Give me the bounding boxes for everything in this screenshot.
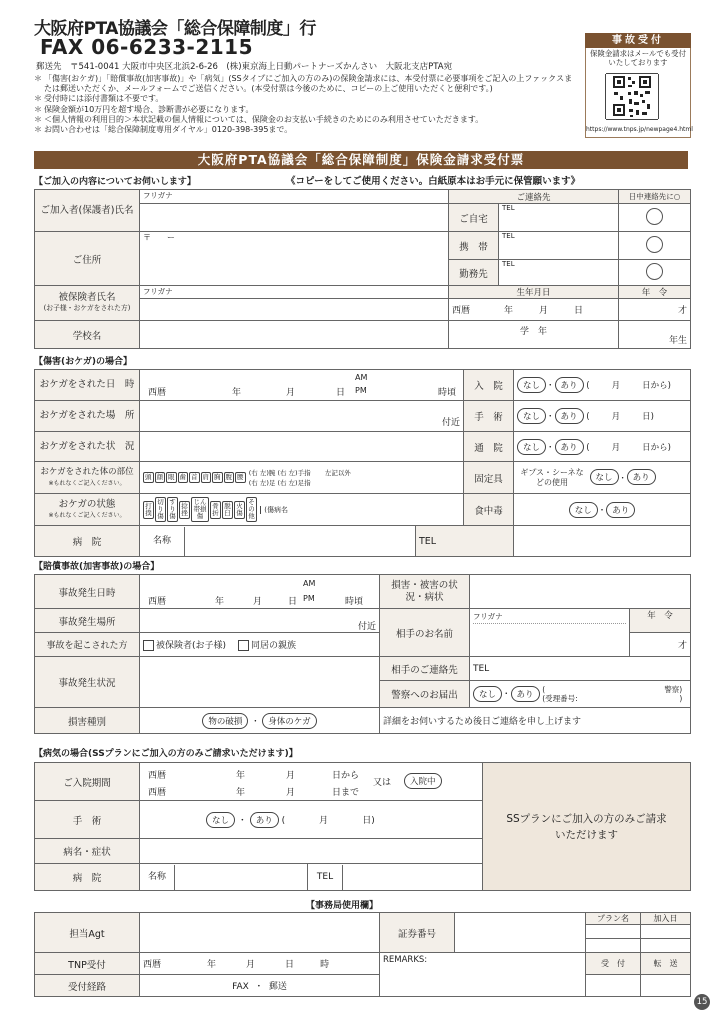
tnp-field[interactable]: 西暦 年 月 日 時 bbox=[140, 953, 380, 975]
received-field[interactable] bbox=[586, 975, 641, 997]
address-field[interactable] bbox=[140, 232, 449, 286]
fixture-label: 固定具 bbox=[464, 462, 514, 494]
police-label: 警察へのお届出 bbox=[380, 681, 470, 708]
illness-hospital-name-field[interactable]: 名称 bbox=[140, 864, 308, 891]
damage-type-field[interactable]: 物の破損 ・ 身体のケガ bbox=[140, 708, 380, 734]
address-label: ご住所 bbox=[35, 232, 140, 286]
circle-mark-icon bbox=[646, 208, 663, 225]
bodily-option[interactable]: 身体のケガ bbox=[262, 713, 316, 729]
member-furigana-field[interactable] bbox=[140, 190, 449, 204]
none-option[interactable]: なし bbox=[473, 686, 502, 702]
property-option[interactable]: 物の破損 bbox=[202, 713, 248, 729]
food-poisoning-field[interactable]: なし ・ あり bbox=[514, 494, 691, 526]
note-item: ＊ お問い合わせは「総合保障制度専用ダイヤル」0120-398-395まで。 bbox=[34, 125, 293, 135]
office-table bbox=[34, 912, 691, 997]
age-header: 年 令 bbox=[619, 286, 691, 299]
postal-label: 〒 ー bbox=[143, 233, 175, 242]
damage-label: 損害・被害の状況・病状 bbox=[380, 575, 470, 609]
damage-type-label: 損害種別 bbox=[35, 708, 140, 734]
section-heading-liability: 【賠償事故(加害事故)の場合】 bbox=[34, 562, 160, 572]
condition-option[interactable]: 火傷 bbox=[234, 501, 245, 519]
disease-label: 病名・症状 bbox=[35, 839, 140, 864]
injury-status-label: おケガをされた状 況 bbox=[35, 432, 140, 462]
section-heading-office: 【事務局使用欄】 bbox=[306, 901, 379, 911]
accident-datetime-label: 事故発生日時 bbox=[35, 575, 140, 609]
part-option[interactable]: 眼 bbox=[168, 473, 175, 481]
grade-label: 学 年 bbox=[449, 321, 619, 349]
yes-option[interactable]: あり bbox=[627, 469, 656, 485]
none-option[interactable]: なし bbox=[517, 439, 546, 455]
school-label: 学校名 bbox=[35, 321, 140, 349]
body-part-label: おケガをされた体の部位 ※もれなくご記入ください。 bbox=[35, 462, 140, 494]
note-item: ＊ 保険金額が10万円を超す場合、診断書が必要になります。 bbox=[34, 104, 254, 114]
none-option[interactable]: なし bbox=[517, 408, 546, 424]
page-number: 15 bbox=[694, 994, 710, 1010]
plan-field-2[interactable] bbox=[586, 939, 641, 953]
condition-option[interactable]: 打撲 bbox=[143, 501, 154, 519]
tel-label: TEL bbox=[502, 232, 515, 240]
admission-field[interactable]: なし ・ あり ( 月 日から) bbox=[514, 370, 691, 401]
partner-contact-field[interactable]: TEL bbox=[470, 657, 691, 681]
qr-heading: 事故受付 bbox=[585, 33, 691, 48]
yes-option[interactable]: あり bbox=[511, 686, 540, 702]
illness-hospital-tel-field[interactable]: TEL bbox=[308, 864, 483, 891]
copy-note: 《コピーをしてご使用ください。白紙原本はお手元に保管願います》 bbox=[286, 176, 581, 187]
hospital-tel-label: TEL bbox=[416, 526, 514, 557]
injury-datetime-field[interactable]: 西暦 年 月 日 AM PM 時頃 bbox=[140, 370, 464, 401]
injury-datetime-label: おケガをされた日 時 bbox=[35, 370, 140, 401]
food-poisoning-label: 食中毒 bbox=[464, 494, 514, 526]
situation-label: 事故発生状況 bbox=[35, 657, 140, 708]
hospital-tel-field[interactable] bbox=[514, 526, 691, 557]
admission-label: 入 院 bbox=[464, 370, 514, 401]
who-field[interactable]: 被保険者(お子様) 同居の親族 bbox=[140, 633, 380, 657]
birthdate-field[interactable]: 西暦 年 月 日 bbox=[449, 299, 619, 321]
liability-table bbox=[34, 574, 691, 734]
condition-option[interactable]: その他 bbox=[246, 497, 257, 522]
circle-mark-icon bbox=[646, 263, 663, 280]
route-field[interactable]: FAX ・ 郵送 bbox=[140, 975, 380, 997]
mailing-address: 郵送先 〒541-0041 大阪市中央区北浜2-6-26 (株)東京海上日動パートナーズかんさい 大阪北支店PTA宛 bbox=[36, 62, 453, 72]
join-date-header: 加入日 bbox=[641, 913, 691, 925]
condition-label: おケガの状態 ※もれなくご記入ください。 bbox=[35, 494, 140, 526]
part-option[interactable]: 腰 bbox=[237, 473, 244, 481]
condition-option[interactable]: 脱臼 bbox=[222, 501, 233, 519]
condition-option[interactable]: 捻挫 bbox=[179, 501, 190, 519]
damage-field[interactable] bbox=[470, 575, 691, 609]
limbs-lower[interactable]: (右 左)足 (右 左)足指 bbox=[248, 478, 311, 487]
condition-option[interactable]: すり傷 bbox=[167, 497, 178, 522]
part-option[interactable]: 腹 bbox=[225, 473, 232, 481]
none-option[interactable]: なし bbox=[569, 502, 598, 518]
yes-option[interactable]: あり bbox=[555, 439, 584, 455]
tel-label: TEL bbox=[502, 204, 515, 212]
daytime-header: 日中連絡先に○ bbox=[619, 190, 691, 204]
forward-header: 転 送 bbox=[641, 953, 691, 975]
police-field[interactable]: なし ・ あり ( 警察) (受理番号: ) bbox=[470, 681, 691, 708]
illness-hospital-label: 病 院 bbox=[35, 864, 140, 891]
qr-code-icon[interactable] bbox=[604, 72, 660, 122]
part-option[interactable]: 胸 bbox=[214, 473, 221, 481]
member-name-field[interactable] bbox=[140, 204, 449, 232]
injury-table bbox=[34, 369, 691, 557]
plan-header: プラン名 bbox=[586, 913, 641, 925]
contact-header: ご連絡先 bbox=[449, 190, 619, 204]
accident-place-field[interactable]: 付近 bbox=[140, 609, 380, 633]
other-part[interactable]: 左記以外 bbox=[324, 468, 351, 477]
received-header: 受 付 bbox=[586, 953, 641, 975]
work-daytime-check[interactable] bbox=[619, 260, 691, 286]
yes-option[interactable]: あり bbox=[606, 502, 635, 518]
illness-surgery-label: 手 術 bbox=[35, 801, 140, 839]
work-tel-field[interactable] bbox=[499, 260, 619, 286]
home-label: ご自宅 bbox=[449, 204, 499, 232]
fixture-field[interactable]: ギプス・シーネなどの使用 なし ・ あり bbox=[514, 462, 691, 494]
yes-option[interactable]: あり bbox=[555, 408, 584, 424]
section-heading-injury: 【傷害(おケガ)の場合】 bbox=[34, 357, 133, 367]
hospital-name-field[interactable]: 名称 bbox=[140, 526, 416, 557]
route-label: 受付経路 bbox=[35, 975, 140, 997]
who-label: 事故を起こされた方 bbox=[35, 633, 140, 657]
school-field[interactable] bbox=[140, 321, 449, 349]
membership-table bbox=[34, 189, 691, 349]
mobile-label: 携 帯 bbox=[449, 232, 499, 260]
ss-plan-note: SSプランにご加入の方のみご請求いただけます bbox=[483, 763, 691, 891]
injury-status-field[interactable] bbox=[140, 432, 464, 462]
mobile-tel-field[interactable] bbox=[499, 232, 619, 260]
part-option[interactable]: 肩 bbox=[202, 473, 209, 481]
condition-option[interactable]: 切り傷 bbox=[155, 497, 166, 522]
home-daytime-check[interactable] bbox=[619, 204, 691, 232]
insured-name-label: 被保険者氏名 (お子様・おケガをされた方) bbox=[35, 286, 140, 321]
age-field[interactable]: 才 bbox=[619, 299, 691, 321]
illness-table bbox=[34, 762, 691, 891]
body-part-field[interactable] bbox=[140, 462, 464, 494]
birthdate-header: 生年月日 bbox=[449, 286, 619, 299]
outpatient-label: 通 院 bbox=[464, 432, 514, 462]
insured-name-field[interactable] bbox=[140, 299, 449, 321]
outpatient-field[interactable]: なし ・ あり ( 月 日から) bbox=[514, 432, 691, 462]
partner-age-header: 年 令 bbox=[630, 609, 691, 633]
disease-name-field[interactable]: (傷病名 bbox=[260, 506, 288, 514]
illness-surgery-field[interactable]: なし ・ あり ( 月 日) bbox=[140, 801, 483, 839]
remarks-field[interactable]: REMARKS: bbox=[380, 953, 586, 997]
part-option[interactable]: 歯 bbox=[179, 473, 186, 481]
tnp-label: TNP受付 bbox=[35, 953, 140, 975]
agent-field[interactable] bbox=[140, 913, 380, 953]
note-item: ＊ 受付時には添付書類は不要です。 bbox=[34, 94, 164, 104]
yes-option[interactable]: あり bbox=[555, 377, 584, 393]
notes-list bbox=[34, 74, 574, 135]
disease-field[interactable] bbox=[140, 839, 483, 864]
section-heading-illness: 【病気の場合(SSプランにご加入の方のみご請求いただけます)】 bbox=[34, 749, 298, 759]
plan-field[interactable] bbox=[586, 925, 641, 939]
in-hospital-option[interactable]: 入院中 bbox=[404, 773, 442, 789]
partner-age-field[interactable]: 才 bbox=[630, 633, 691, 657]
insured-furigana-field[interactable] bbox=[140, 286, 449, 299]
yes-option[interactable]: あり bbox=[250, 812, 279, 828]
partner-contact-label: 相手のご連絡先 bbox=[380, 657, 470, 681]
cert-field[interactable] bbox=[455, 913, 586, 953]
partner-name-field[interactable]: フリガナ bbox=[470, 609, 630, 657]
form-recipient-title: 大阪府PTA協議会「総合保障制度」行 bbox=[34, 19, 316, 39]
home-tel-field[interactable] bbox=[499, 204, 619, 232]
none-option[interactable]: なし bbox=[206, 812, 235, 828]
circle-mark-icon bbox=[646, 236, 663, 253]
accident-datetime-field[interactable]: 西暦 年 月 日 AM PM 時頃 bbox=[140, 575, 380, 609]
admission-period-field[interactable]: 西暦 年 月 日から 西暦 年 月 日まで 又は 入院中 bbox=[140, 763, 483, 801]
condition-option[interactable]: 骨折 bbox=[210, 501, 221, 519]
partner-name-label: 相手のお名前 bbox=[380, 609, 470, 657]
grade-field[interactable]: 年生 bbox=[619, 321, 691, 349]
join-date-field-2[interactable] bbox=[641, 939, 691, 953]
section-heading-membership: 【ご加入の内容についてお伺いします】 bbox=[34, 177, 196, 187]
admission-period-label: ご入院期間 bbox=[35, 763, 140, 801]
note-item: ＊ 「傷害(おケガ)」「賠償事故(加害事故)」や「病気」(SSタイプにご加入の方のみ)の保険金請求には、本受付票に必要事項をご記入の上ファックスまたは郵送いただくか、メールフォームでご送信ください。(本受付票は今後のために、コピーの上ご使用いただくと便利です。) bbox=[34, 74, 573, 94]
injury-place-label: おケガをされた場 所 bbox=[35, 401, 140, 432]
condition-option[interactable]: じん帯損傷 bbox=[191, 497, 209, 522]
later-contact-note: 詳細をお伺いするため後日ご連絡を申し上げます bbox=[380, 708, 691, 734]
condition-field[interactable] bbox=[140, 494, 464, 526]
join-date-field[interactable] bbox=[641, 925, 691, 939]
fax-number: FAX 06-6233-2115 bbox=[40, 35, 253, 59]
work-label: 勤務先 bbox=[449, 260, 499, 286]
injury-place-field[interactable]: 付近 bbox=[140, 401, 464, 432]
checkbox-icon[interactable] bbox=[143, 640, 154, 651]
surgery-field[interactable]: なし ・ あり ( 月 日) bbox=[514, 401, 691, 432]
form-banner: 大阪府PTA協議会「総合保障制度」保険金請求受付票 bbox=[34, 151, 688, 169]
qr-url[interactable]: https://www.tnps.jp/newpage4.html bbox=[586, 126, 693, 133]
situation-field[interactable] bbox=[140, 657, 380, 708]
hospital-label: 病 院 bbox=[35, 526, 140, 557]
member-name-label: ご加入者(保護者)氏名 bbox=[35, 190, 140, 232]
part-option[interactable]: 頭 bbox=[145, 473, 152, 481]
note-item: ＊ ＜個人情報の利用目的＞本状記載の個人情報については、保険金のお支払い手続きのためにのみ利用させていただきます。 bbox=[34, 114, 484, 124]
cert-label: 証券番号 bbox=[380, 913, 455, 953]
none-option[interactable]: なし bbox=[590, 469, 619, 485]
mobile-daytime-check[interactable] bbox=[619, 232, 691, 260]
limbs-upper[interactable]: (右 左)腕 (右 左)手指 bbox=[248, 468, 311, 477]
furigana-label: フリガナ bbox=[143, 191, 173, 200]
agent-label: 担当Agt bbox=[35, 913, 140, 953]
part-option[interactable]: 顔 bbox=[156, 473, 163, 481]
forward-field[interactable] bbox=[641, 975, 691, 997]
part-option[interactable]: 首 bbox=[191, 473, 198, 481]
accident-place-label: 事故発生場所 bbox=[35, 609, 140, 633]
surgery-label: 手 術 bbox=[464, 401, 514, 432]
tel-label: TEL bbox=[502, 260, 515, 268]
none-option[interactable]: なし bbox=[517, 377, 546, 393]
qr-text: 保険金請求はメールでも受付いたしております bbox=[590, 49, 686, 67]
furigana-label: フリガナ bbox=[143, 287, 173, 296]
checkbox-icon[interactable] bbox=[238, 640, 249, 651]
